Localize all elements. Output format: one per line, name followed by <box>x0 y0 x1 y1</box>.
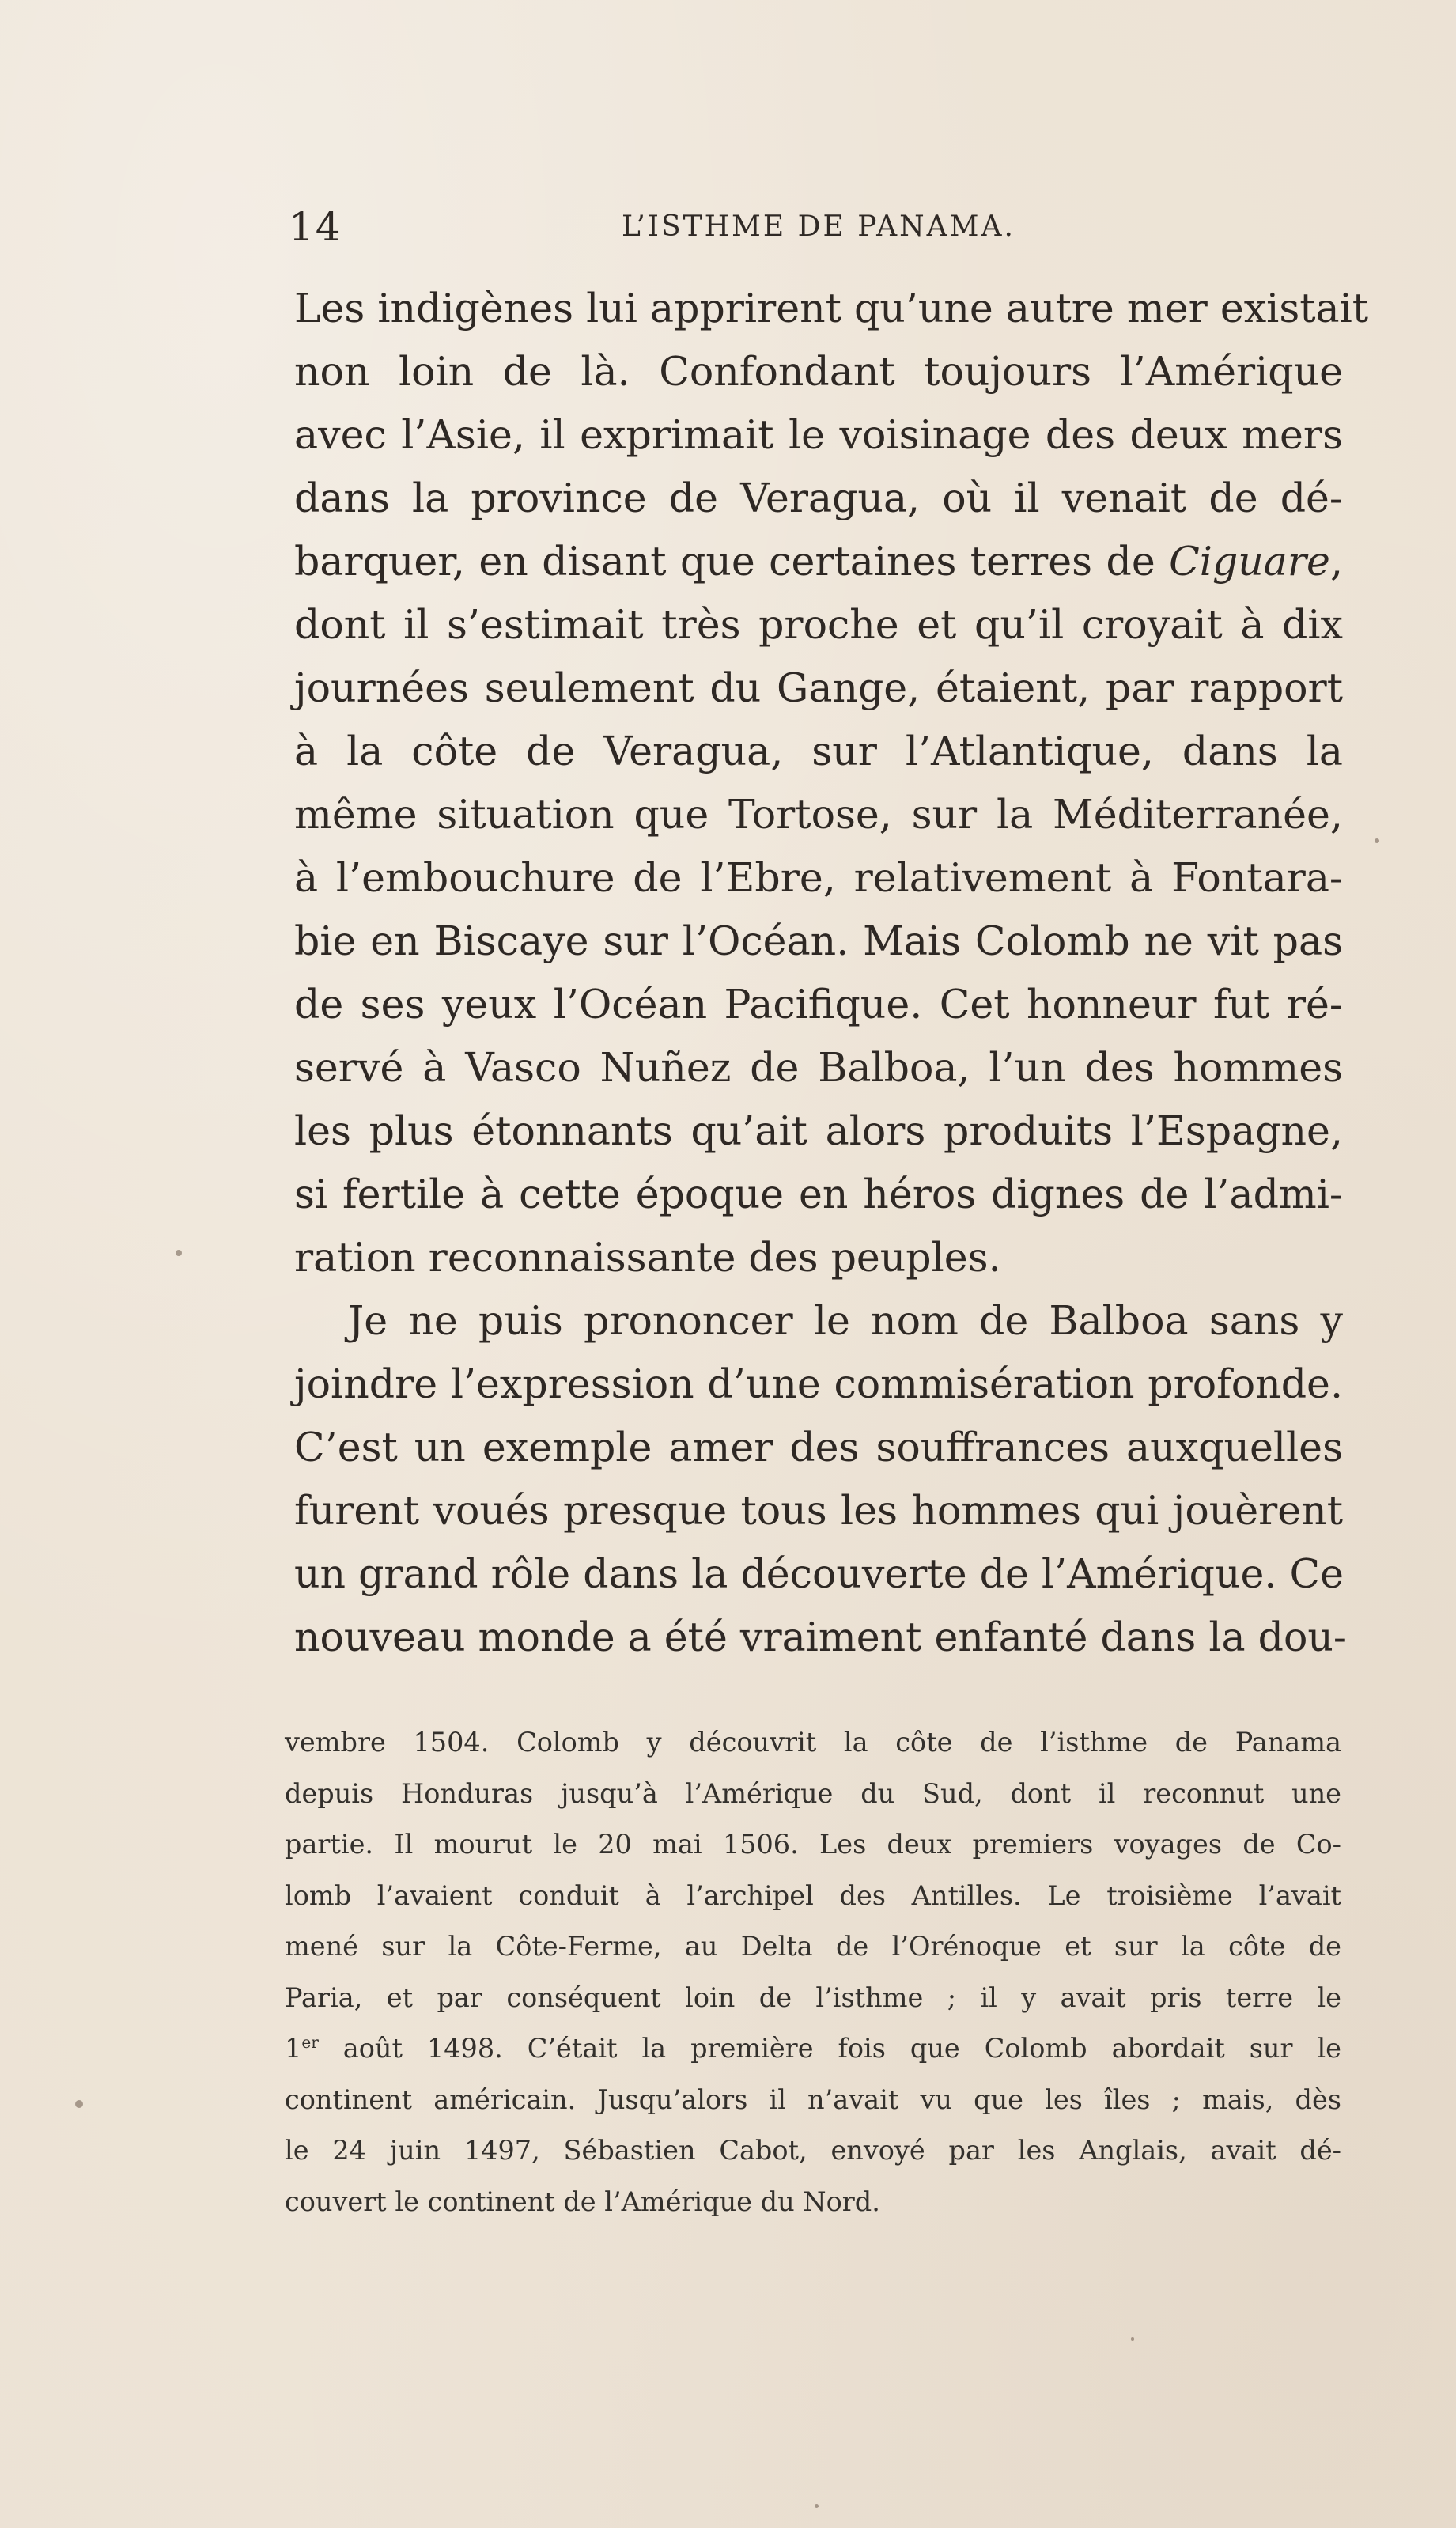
text-line: furent voués presque tous les hommes qui jouèrent <box>294 1487 1343 1534</box>
footnote-line: Paria, et par conséquent loin de l’isthme ; il y avait pris terre le <box>285 1981 1341 2013</box>
text-line: les plus étonnants qu’ait alors produits l’Espagne, <box>294 1107 1343 1154</box>
footnote-line: le 24 juin 1497, Sébastien Cabot, envoyé par les Anglais, avait dé- <box>285 2135 1341 2166</box>
page-number: 14 <box>289 204 342 250</box>
footnote-block <box>285 1717 1341 2227</box>
ink-speck <box>1375 838 1379 843</box>
running-title: L’ISTHME DE PANAMA. <box>622 210 1015 243</box>
ink-speck <box>815 2504 819 2508</box>
text-line: C’est un exemple amer des souffrances auxquelles <box>294 1424 1343 1470</box>
text-line: dont il s’estimait très proche et qu’il croyait à dix <box>294 601 1343 648</box>
text-segment: 1 <box>285 2033 302 2064</box>
main-text <box>294 277 1369 1669</box>
italic-word: Ciguare <box>1169 538 1330 585</box>
footnote-line: couvert le continent de l’Amérique du Nord. <box>285 2186 880 2217</box>
text-line: Les indigènes lui apprirent qu’une autre mer existait <box>294 285 1369 331</box>
text-line: un grand rôle dans la découverte de l’Amérique. Ce <box>294 1550 1344 1597</box>
footnote-line: partie. Il mourut le 20 mai 1506. Les deux premiers voyages de Co- <box>285 1829 1341 1860</box>
text-segment: , <box>1329 538 1343 585</box>
text-line: même situation que Tortose, sur la Méditerranée, <box>294 791 1343 838</box>
text-line: nouveau monde a été vraiment enfanté dans la dou- <box>294 1614 1348 1660</box>
text-line: non loin de là. Confondant toujours l’Amérique <box>294 348 1343 395</box>
text-segment: août 1498. C’était la première fois que Colomb abordait sur le <box>318 2033 1341 2064</box>
footnote-line: lomb l’avaient conduit à l’archipel des Antilles. Le troisième l’avait <box>285 1879 1341 1911</box>
text-segment: barquer, en disant que certaines terres de <box>294 538 1170 585</box>
text-line: si fertile à cette époque en héros dignes de l’admi- <box>294 1171 1343 1217</box>
text-line-ciguare <box>294 530 1343 593</box>
ink-speck <box>75 2100 83 2108</box>
ink-speck <box>1131 2337 1134 2341</box>
footnote-line: vembre 1504. Colomb y découvrit la côte de l’isthme de Panama <box>285 1727 1341 1758</box>
footnote-line: mené sur la Côte-Ferme, au Delta de l’Orénoque et sur la côte de <box>285 1931 1341 1962</box>
paragraph-end-line: ration reconnaissante des peuples. <box>294 1234 1001 1281</box>
ink-speck <box>176 1250 182 1256</box>
text-line: à la côte de Veragua, sur l’Atlantique, dans la <box>294 728 1343 774</box>
text-line: joindre l’expression d’une commisération profonde. <box>294 1361 1343 1407</box>
paragraph-start-line: Je ne puis prononcer le nom de Balboa sans y <box>348 1297 1343 1344</box>
text-line: journées seulement du Gange, étaient, par rapport <box>294 664 1343 711</box>
footnote-line: continent américain. Jusqu’alors il n’avait vu que les îles ; mais, dès <box>285 2083 1341 2115</box>
superscript: er <box>301 2032 319 2052</box>
footnote-line-date <box>285 2023 1341 2075</box>
text-line: bie en Biscaye sur l’Océan. Mais Colomb ne vit pas <box>294 918 1343 964</box>
text-line: dans la province de Veragua, où il venait de dé- <box>294 475 1343 521</box>
text-line: à l’embouchure de l’Ebre, relativement à Fontara- <box>294 854 1343 901</box>
text-line: de ses yeux l’Océan Pacifique. Cet honneur fut ré- <box>294 981 1343 1027</box>
page-header <box>289 204 1348 259</box>
text-line: avec l’Asie, il exprimait le voisinage des deux mers <box>294 411 1343 458</box>
text-line: servé à Vasco Nuñez de Balboa, l’un des hommes <box>294 1044 1343 1091</box>
footnote-line: depuis Honduras jusqu’à l’Amérique du Sud, dont il reconnut une <box>285 1777 1341 1809</box>
